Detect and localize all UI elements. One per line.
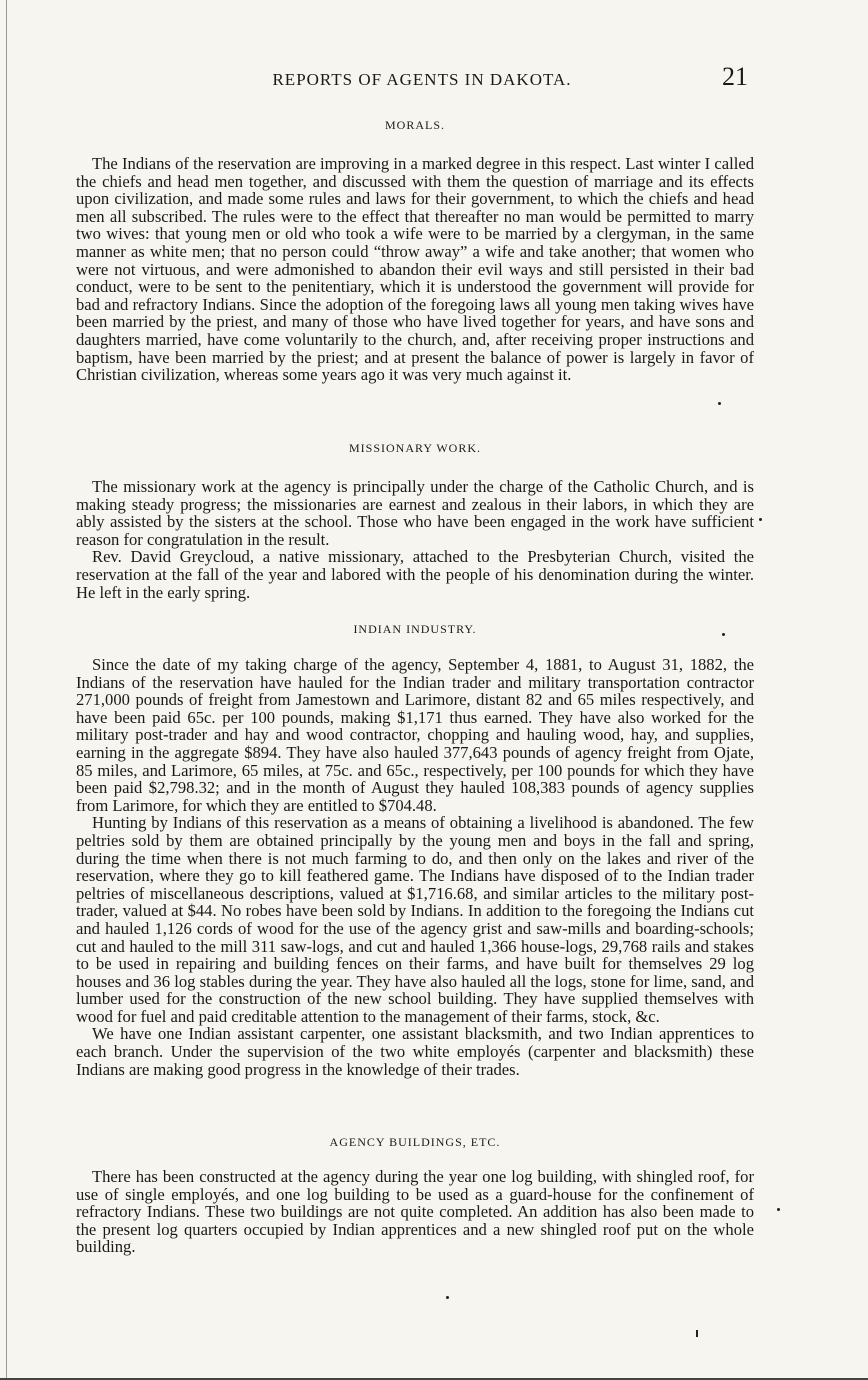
paragraph: There has been constructed at the agency during the year one log building, with shingled roof, for use of single employés, and one log building to be used as a guard-house for the confinement of refractory Indians. These two buildings are not quite completed. An addition has also been made to the present log quarters occupied by Indian apprentices and a new shingled roof put on the whole building. [76,1167,754,1257]
heading-missionary-work: MISSIONARY WORK. [348,441,481,455]
page-number: 21 [722,62,748,91]
print-speck [777,1208,780,1211]
paragraph: The Indians of the reservation are improving in a marked degree in this respect. Last winter I called the chiefs and head men together, and discussed with them the question of marriage and its effects upon civilization, and made some rules and laws for their government, to which the chiefs and head men all subscribed. The rules were to the effect that thereafter no man would be permitted to marry two wives: that young men or old who took a wife were to be married by a clergyman, in the same manner as white men; that no person could “throw away” a wife and take another; that women who were not virtuous, and were admonished to abandon their evil ways and still persisted in their bad conduct, were to be sent to the penitentiary, which it is understood the government will provide for bad and refractory Indians. Since the adoption of the foregoing laws all young men taking wives have been married by the priest, and many of those who have lived together for years, and have sons and daughters married, have come voluntarily to the church, and, after receiving proper instructions and baptism, have been married by the priest; and at present the balance of power is largely in favor of Christian civilization, whereas some years ago it was very much against it. [76,154,754,385]
paragraph: We have one Indian assistant carpenter, one assistant blacksmith, and two Indian apprentices to each branch. Under the supervision of the two white employés (carpenter and blacksmith) these Indians are making good progress in the knowledge of their trades. [76,1024,754,1079]
print-speck [718,402,721,405]
print-speck [446,1296,449,1299]
heading-agency-buildings: AGENCY BUILDINGS, ETC. [329,1135,501,1149]
heading-indian-industry: INDIAN INDUSTRY. [353,622,477,636]
heading-morals: MORALS. [384,118,445,132]
print-speck [722,633,725,636]
running-title: REPORTS OF AGENTS IN DAKOTA. [272,70,572,89]
print-speck [759,518,762,521]
paragraph: Hunting by Indians of this reservation as a means of obtaining a livelihood is abandoned. The few peltries sold by them are obtained principally by the young men and boys in the fall and spring, during the time when there is not much farming to do, and then only on the lakes and river of the reservation, where they go to kill feathered game. The Indians have disposed of to the Indian trader peltries of miscellaneous descriptions, valued at $1,716.68, and similar articles to the military post-trader, valued at $44. No robes have been sold by Indians. In addition to the foregoing the Indians cut and hauled 1,126 cords of wood for the use of the agency grist and saw-mills and boarding-schools; cut and hauled to the mill 311 saw-logs, and cut and hauled 1,366 house-logs, 29,768 rails and stakes to be used in repairing and building fences on their farms, and have built for themselves 29 log houses and 36 log stables during the year. They have also hauled all the logs, stone for lime, sand, and lumber used for the construction of the new school building. They have supplied themselves with wood for fuel and paid creditable attention to the management of their farms, stock, &c. [76,813,754,1026]
paragraph: Rev. David Greycloud, a native missionary, attached to the Presbyterian Church, visited the reservation at the fall of the year and labored with the people of his denomination during the winter. He left in the early spring. [76,547,754,602]
page-edge-line [6,0,7,1380]
paragraph: Since the date of my taking charge of the agency, September 4, 1881, to August 31, 1882, the Indians of the reservation have hauled for the Indian trader and military transportation contractor 271,000 pounds of freight from Jamestown and Larimore, distant 82 and 65 miles respectively, and have been paid 65c. per 100 pounds, making $1,171 thus earned. They have also worked for the military post-trader and hay and wood contractor, chopping and hauling wood, hay, and supplies, earning in the aggregate $894. They have also hauled 377,643 pounds of agency freight from Ojate, 85 miles, and Larimore, 65 miles, at 75c. and 65c., respectively, per 100 pounds for which they have been paid $2,798.32; and in the month of August they hauled 108,383 pounds of agency supplies from Larimore, for which they are entitled to $704.48. [76,655,754,815]
section-agency-buildings [76,1168,754,1256]
print-speck [696,1330,698,1337]
section-indian-industry [76,656,754,1078]
paragraph: The missionary work at the agency is principally under the charge of the Catholic Church, and is making steady progress; the missionaries are earnest and zealous in their labors, in which they are ably assisted by the sisters at the school. Those who have been engaged in the work have sufficient reason for congratulation in the result. [76,477,754,549]
section-morals [76,155,754,384]
section-missionary-work [76,478,754,601]
